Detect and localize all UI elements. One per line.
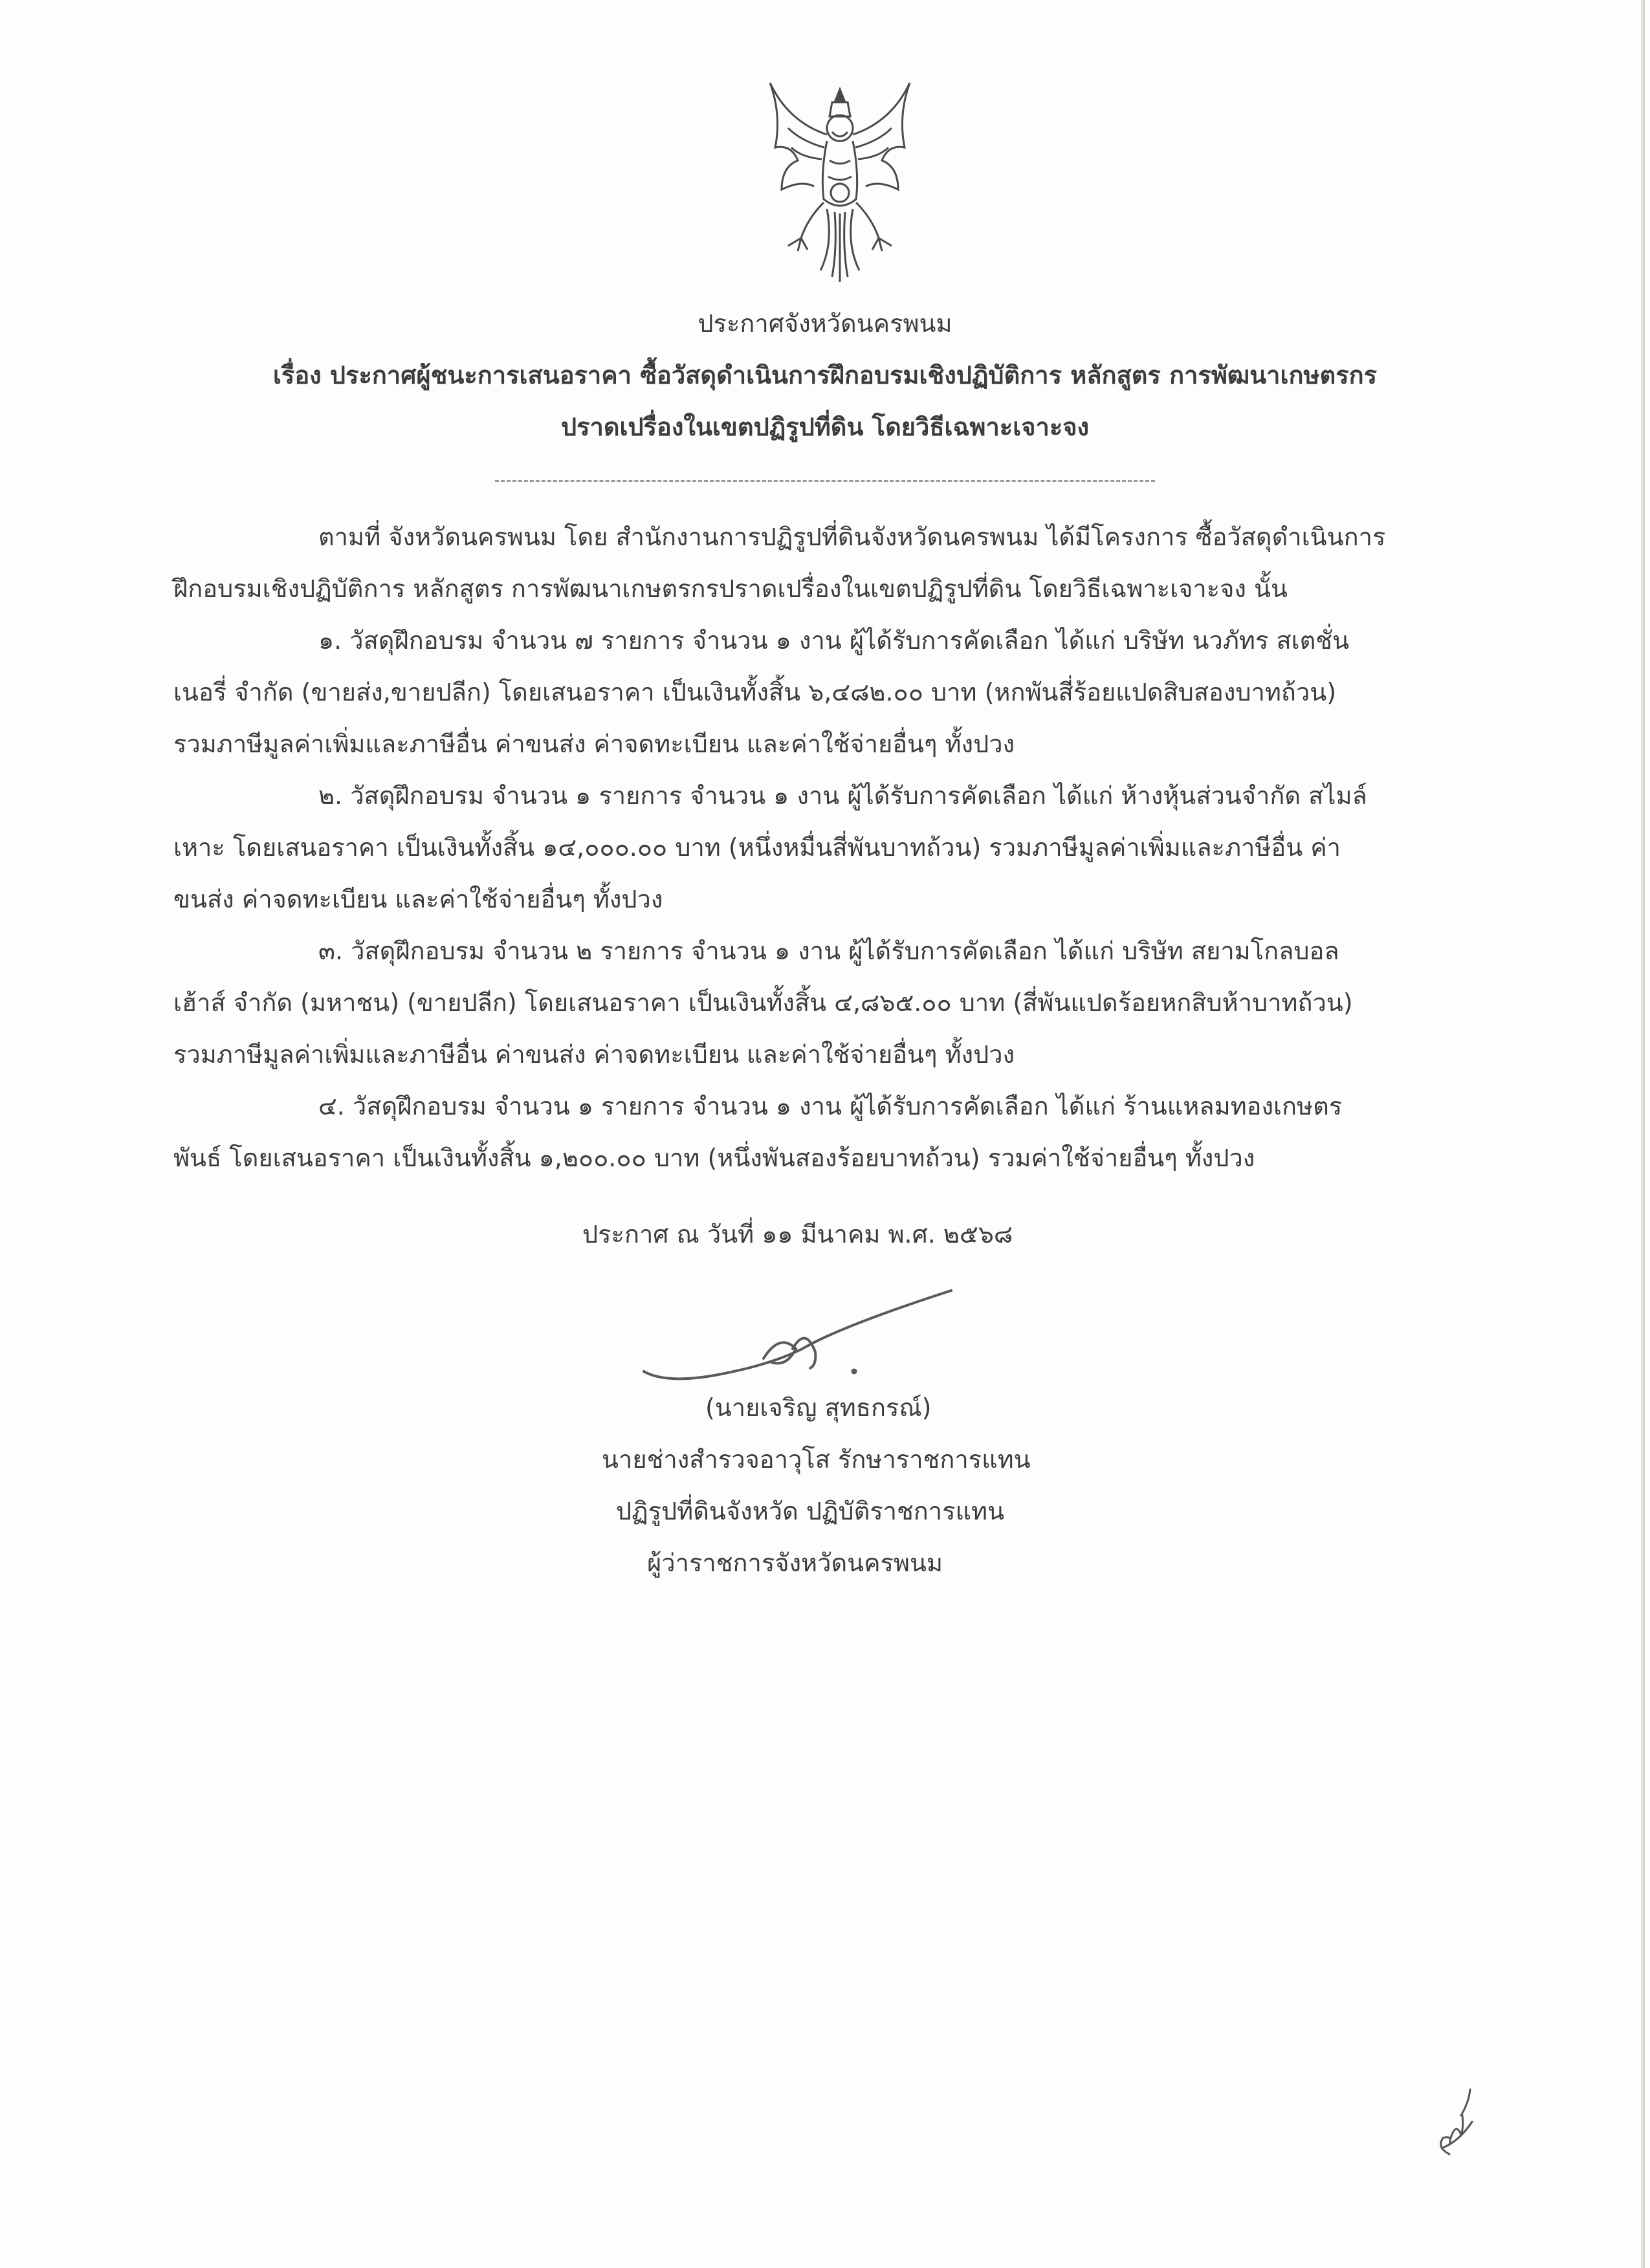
intro-line-2: ฝึกอบรมเชิงปฏิบัติการ หลักสูตร การพัฒนาเกษตรกรปราดเปรื่องในเขตปฏิรูปที่ดิน โดยวิธีเฉพาะเจาะจง นั้น [173, 574, 1288, 603]
subject-line-1: เรื่อง ประกาศผู้ชนะการเสนอราคา ซื้อวัสดุดำเนินการฝึกอบรมเชิงปฏิบัติการ หลักสูตร การพัฒนาเกษตรกร [272, 361, 1378, 389]
header-divider [495, 480, 1155, 482]
subject-line-2: ปราดเปรื่องในเขตปฏิรูปที่ดิน โดยวิธีเฉพาะเจาะจง [560, 413, 1090, 441]
garuda-emblem-icon [762, 76, 918, 290]
item-2-line-1: ๒. วัสดุฝึกอบรม จำนวน ๑ รายการ จำนวน ๑ งาน ผู้ได้รับการคัดเลือก ได้แก่ ห้างหุ้นส่วนจำกัด สไมล์ [318, 781, 1367, 810]
item-3-line-2: เฮ้าส์ จำกัด (มหาชน) (ขายปลีก) โดยเสนอราคา เป็นเงินทั้งสิ้น ๔,๘๖๕.๐๐ บาท (สี่พันแปดร้อยหกสิบห้าบาทถ้วน) [173, 988, 1353, 1017]
item-3-line-3: รวมภาษีมูลค่าเพิ่มและภาษีอื่น ค่าขนส่ง ค่าจดทะเบียน และค่าใช้จ่ายอื่นๆ ทั้งปวง [173, 1040, 1015, 1069]
handwritten-initials [1424, 2083, 1482, 2161]
scan-edge [1641, 0, 1645, 2268]
signatory-name: (นายเจริญ สุทธกรณ์) [705, 1393, 932, 1422]
intro-line-1: ตามที่ จังหวัดนครพนม โดย สำนักงานการปฏิรูปที่ดินจังหวัดนครพนม ได้มีโครงการ ซื้อวัสดุดำเนินการ [318, 523, 1386, 551]
signatory-position-1: นายช่างสำรวจอาวุโส รักษาราชการแทน [602, 1445, 1031, 1474]
signatory-position-2: ปฏิรูปที่ดินจังหวัด ปฏิบัติราชการแทน [616, 1497, 1005, 1525]
signatory-position-3: ผู้ว่าราชการจังหวัดนครพนม [647, 1549, 943, 1577]
item-4-line-1: ๔. วัสดุฝึกอบรม จำนวน ๑ รายการ จำนวน ๑ งาน ผู้ได้รับการคัดเลือก ได้แก่ ร้านแหลมทองเกษตร [318, 1092, 1343, 1120]
item-3-line-1: ๓. วัสดุฝึกอบรม จำนวน ๒ รายการ จำนวน ๑ งาน ผู้ได้รับการคัดเลือก ได้แก่ บริษัท สยามโกลบอล [318, 937, 1339, 965]
item-1-line-2: เนอรี่ จำกัด (ขายส่ง,ขายปลีก) โดยเสนอราคา เป็นเงินทั้งสิ้น ๖,๔๘๒.๐๐ บาท (หกพันสี่ร้อยแปดสิบสองบาทถ้วน) [173, 678, 1337, 706]
item-2-line-3: ขนส่ง ค่าจดทะเบียน และค่าใช้จ่ายอื่นๆ ทั้งปวง [173, 885, 663, 913]
item-4-line-2: พันธ์ โดยเสนอราคา เป็นเงินทั้งสิ้น ๑,๒๐๐.๐๐ บาท (หนึ่งพันสองร้อยบาทถ้วน) รวมค่าใช้จ่ายอื่นๆ ทั้งปวง [173, 1144, 1255, 1172]
item-2-line-2: เหาะ โดยเสนอราคา เป็นเงินทั้งสิ้น ๑๔,๐๐๐.๐๐ บาท (หนึ่งหมื่นสี่พันบาทถ้วน) รวมภาษีมูลค่าเพิ่มและภาษีอื่น ค่า [173, 833, 1341, 862]
handwritten-signature [641, 1287, 964, 1397]
issuer-title: ประกาศจังหวัดนครพนม [698, 309, 952, 338]
announcement-date: ประกาศ ณ วันที่ ๑๑ มีนาคม พ.ศ. ๒๕๖๘ [582, 1220, 1013, 1248]
item-1-line-3: รวมภาษีมูลค่าเพิ่มและภาษีอื่น ค่าขนส่ง ค่าจดทะเบียน และค่าใช้จ่ายอื่นๆ ทั้งปวง [173, 730, 1015, 758]
item-1-line-1: ๑. วัสดุฝึกอบรม จำนวน ๗ รายการ จำนวน ๑ งาน ผู้ได้รับการคัดเลือก ได้แก่ บริษัท นวภัทร สเตชั่น [318, 626, 1350, 655]
